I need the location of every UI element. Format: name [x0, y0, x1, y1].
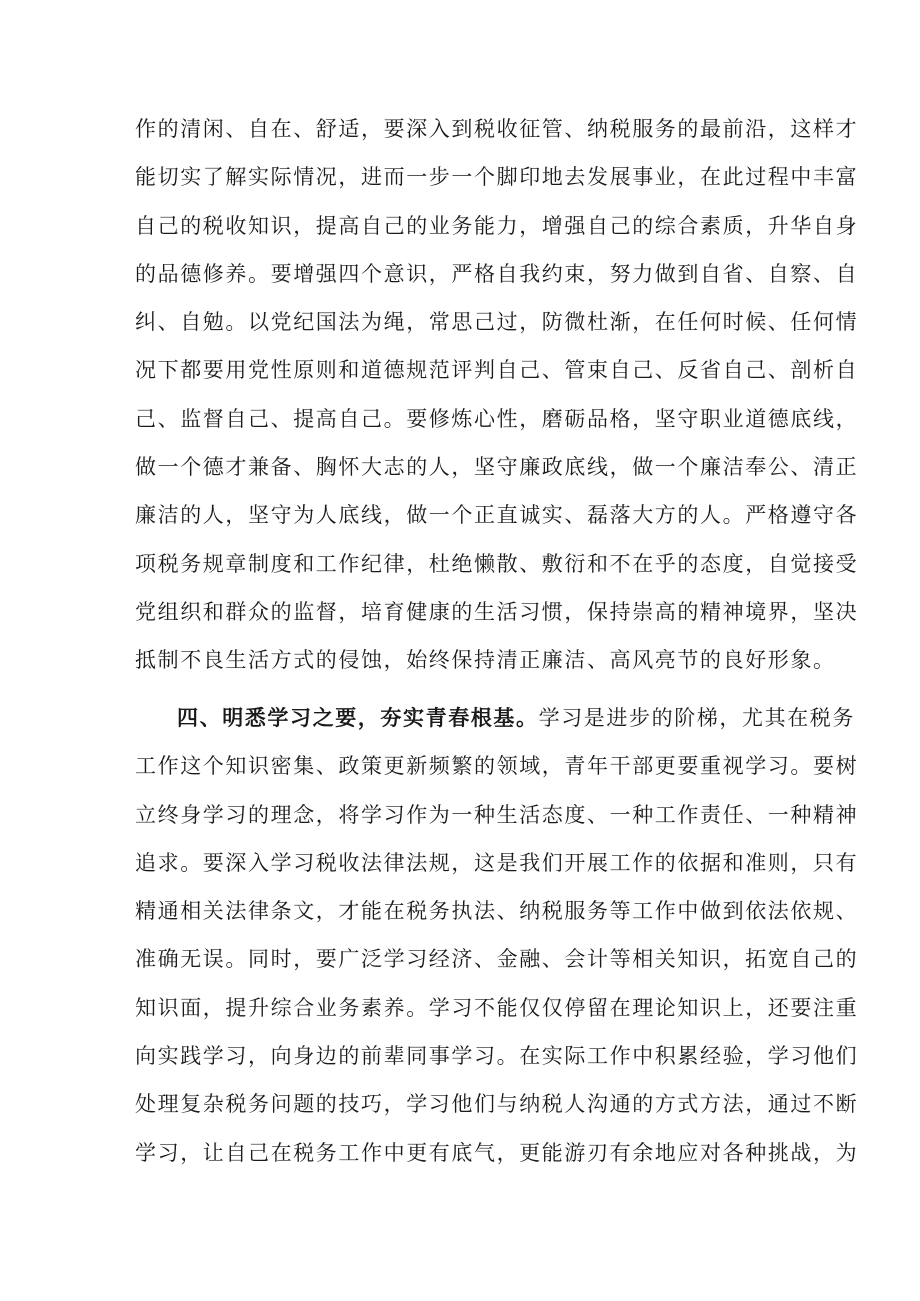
text-line: 党组织和群众的监督，培育健康的生活习惯，保持崇高的精神境界，坚决 — [135, 599, 859, 624]
text-line: 作的清闲、自在、舒适，要深入到税收征管、纳税服务的最前沿，这样才 — [135, 117, 859, 141]
text-line: 自己的税收知识，提高自己的业务能力，增强自己的综合素质，升华自身 — [135, 213, 859, 238]
text-line: 己、监督自己、提高自己。要修炼心性，磨砺品格，坚守职业道德底线， — [135, 406, 859, 431]
paragraph-learning — [135, 694, 859, 1177]
text-line-first — [135, 694, 856, 742]
text-line: 学习，让自己在税务工作中更有底气，更能游刃有余地应对各种挑战，为 — [135, 1140, 859, 1165]
text-line: 向实践学习，向身边的前辈同事学习。在实际工作中积累经验，学习他们 — [135, 1044, 859, 1069]
text-line: 处理复杂税务问题的技巧，学习他们与纳税人沟通的方式方法，通过不断 — [135, 1092, 859, 1117]
text-line: 项税务规章制度和工作纪律，杜绝懒散、敷衍和不在乎的态度，自觉接受 — [135, 551, 859, 576]
text-line: 准确无误。同时，要广泛学习经济、金融、会计等相关知识，拓宽自己的 — [135, 947, 859, 972]
section-heading: 四、明悉学习之要，夯实青春根基。 — [177, 705, 539, 730]
text-line: 立终身学习的理念，将学习作为一种生活态度、一种工作责任、一种精神 — [135, 802, 859, 827]
text-line: 的品德修养。要增强四个意识，严格自我约束，努力做到自省、自察、自 — [135, 261, 859, 286]
text-line: 工作这个知识密集、政策更新频繁的领域，青年干部更要重视学习。要树 — [135, 754, 859, 779]
text-line: 况下都要用党性原则和道德规范评判自己、管束自己、反省自己、剖析自 — [135, 358, 859, 383]
text-line: 纠、自勉。以党纪国法为绳，常思己过，防微杜渐，在任何时候、任何情 — [135, 310, 859, 335]
first-line-rest: 学习是进步的阶梯，尤其在税务 — [538, 706, 856, 730]
text-line: 廉洁的人，坚守为人底线，做一个正直诚实、磊落大方的人。严格遵守各 — [135, 503, 859, 528]
text-line: 能切实了解实际情况，进而一步一个脚印地去发展事业，在此过程中丰富 — [135, 165, 859, 190]
text-line: 知识面，提升综合业务素养。学习不能仅仅停留在理论知识上，还要注重 — [135, 995, 859, 1020]
text-line: 抵制不良生活方式的侵蚀，始终保持清正廉洁、高风亮节的良好形象。 — [135, 648, 836, 673]
text-line: 做一个德才兼备、胸怀大志的人，坚守廉政底线，做一个廉洁奉公、清正 — [135, 455, 859, 480]
text-line: 精通相关法律条文，才能在税务执法、纳税服务等工作中做到依法依规、 — [135, 899, 859, 924]
text-line: 追求。要深入学习税收法律法规，这是我们开展工作的依据和准则，只有 — [135, 850, 859, 875]
paragraph-integrity — [135, 105, 859, 685]
